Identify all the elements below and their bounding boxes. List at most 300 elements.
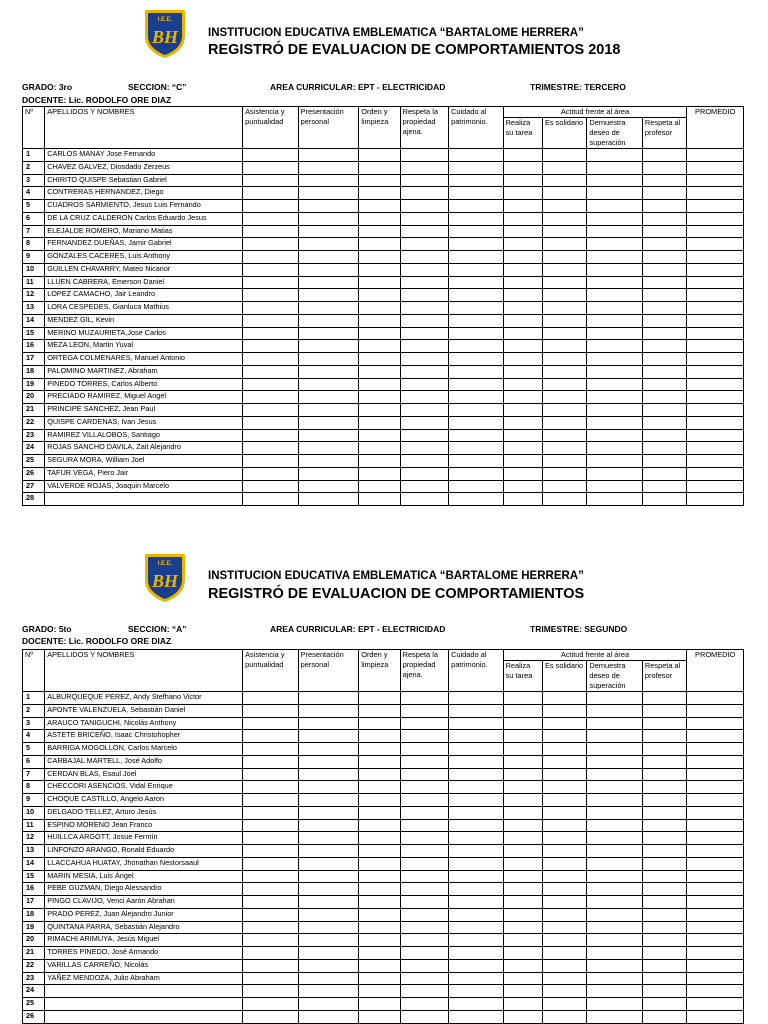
grade-cell[interactable] bbox=[243, 365, 299, 378]
grade-cell[interactable] bbox=[298, 225, 359, 238]
grade-cell[interactable] bbox=[298, 480, 359, 493]
grade-cell[interactable] bbox=[359, 857, 400, 870]
grade-cell[interactable] bbox=[243, 493, 299, 506]
grade-cell[interactable] bbox=[298, 391, 359, 404]
grade-cell[interactable] bbox=[243, 998, 299, 1011]
grade-cell[interactable] bbox=[449, 289, 504, 302]
grade-cell[interactable] bbox=[503, 314, 542, 327]
grade-cell[interactable] bbox=[642, 998, 686, 1011]
grade-cell[interactable] bbox=[243, 276, 299, 289]
grade-cell[interactable] bbox=[298, 200, 359, 213]
grade-cell[interactable] bbox=[503, 353, 542, 366]
grade-cell[interactable] bbox=[359, 781, 400, 794]
grade-cell[interactable] bbox=[503, 819, 542, 832]
grade-cell[interactable] bbox=[359, 276, 400, 289]
grade-cell[interactable] bbox=[359, 959, 400, 972]
grade-cell[interactable] bbox=[243, 327, 299, 340]
grade-cell[interactable] bbox=[642, 755, 686, 768]
grade-cell[interactable] bbox=[243, 225, 299, 238]
grade-cell[interactable] bbox=[400, 340, 448, 353]
grade-cell[interactable] bbox=[687, 404, 744, 417]
grade-cell[interactable] bbox=[587, 934, 643, 947]
grade-cell[interactable] bbox=[687, 883, 744, 896]
grade-cell[interactable] bbox=[587, 340, 643, 353]
grade-cell[interactable] bbox=[687, 149, 744, 162]
grade-cell[interactable] bbox=[587, 391, 643, 404]
grade-cell[interactable] bbox=[503, 289, 542, 302]
grade-cell[interactable] bbox=[587, 238, 643, 251]
grade-cell[interactable] bbox=[687, 238, 744, 251]
grade-cell[interactable] bbox=[400, 717, 448, 730]
grade-cell[interactable] bbox=[503, 857, 542, 870]
grade-cell[interactable] bbox=[642, 302, 686, 315]
grade-cell[interactable] bbox=[587, 429, 643, 442]
grade-cell[interactable] bbox=[400, 378, 448, 391]
grade-cell[interactable] bbox=[243, 857, 299, 870]
grade-cell[interactable] bbox=[400, 327, 448, 340]
grade-cell[interactable] bbox=[687, 455, 744, 468]
grade-cell[interactable] bbox=[449, 365, 504, 378]
grade-cell[interactable] bbox=[687, 998, 744, 1011]
grade-cell[interactable] bbox=[400, 416, 448, 429]
grade-cell[interactable] bbox=[298, 794, 359, 807]
grade-cell[interactable] bbox=[687, 947, 744, 960]
grade-cell[interactable] bbox=[359, 908, 400, 921]
grade-cell[interactable] bbox=[243, 743, 299, 756]
grade-cell[interactable] bbox=[687, 730, 744, 743]
grade-cell[interactable] bbox=[503, 200, 542, 213]
grade-cell[interactable] bbox=[359, 238, 400, 251]
grade-cell[interactable] bbox=[587, 832, 643, 845]
grade-cell[interactable] bbox=[449, 755, 504, 768]
grade-cell[interactable] bbox=[359, 743, 400, 756]
grade-cell[interactable] bbox=[359, 794, 400, 807]
grade-cell[interactable] bbox=[687, 353, 744, 366]
grade-cell[interactable] bbox=[400, 934, 448, 947]
grade-cell[interactable] bbox=[449, 276, 504, 289]
grade-cell[interactable] bbox=[359, 251, 400, 264]
grade-cell[interactable] bbox=[542, 934, 586, 947]
grade-cell[interactable] bbox=[243, 921, 299, 934]
grade-cell[interactable] bbox=[400, 302, 448, 315]
grade-cell[interactable] bbox=[687, 755, 744, 768]
grade-cell[interactable] bbox=[243, 947, 299, 960]
grade-cell[interactable] bbox=[359, 353, 400, 366]
grade-cell[interactable] bbox=[587, 378, 643, 391]
grade-cell[interactable] bbox=[542, 883, 586, 896]
grade-cell[interactable] bbox=[687, 251, 744, 264]
grade-cell[interactable] bbox=[359, 467, 400, 480]
grade-cell[interactable] bbox=[503, 972, 542, 985]
grade-cell[interactable] bbox=[642, 416, 686, 429]
grade-cell[interactable] bbox=[587, 717, 643, 730]
grade-cell[interactable] bbox=[400, 365, 448, 378]
grade-cell[interactable] bbox=[642, 781, 686, 794]
grade-cell[interactable] bbox=[243, 455, 299, 468]
grade-cell[interactable] bbox=[449, 378, 504, 391]
grade-cell[interactable] bbox=[587, 442, 643, 455]
grade-cell[interactable] bbox=[449, 857, 504, 870]
grade-cell[interactable] bbox=[359, 1010, 400, 1023]
grade-cell[interactable] bbox=[243, 467, 299, 480]
grade-cell[interactable] bbox=[449, 921, 504, 934]
grade-cell[interactable] bbox=[503, 340, 542, 353]
grade-cell[interactable] bbox=[359, 263, 400, 276]
grade-cell[interactable] bbox=[542, 704, 586, 717]
grade-cell[interactable] bbox=[542, 819, 586, 832]
grade-cell[interactable] bbox=[587, 263, 643, 276]
grade-cell[interactable] bbox=[687, 896, 744, 909]
grade-cell[interactable] bbox=[642, 934, 686, 947]
grade-cell[interactable] bbox=[542, 845, 586, 858]
grade-cell[interactable] bbox=[542, 442, 586, 455]
grade-cell[interactable] bbox=[642, 391, 686, 404]
grade-cell[interactable] bbox=[359, 340, 400, 353]
grade-cell[interactable] bbox=[298, 1010, 359, 1023]
grade-cell[interactable] bbox=[400, 251, 448, 264]
grade-cell[interactable] bbox=[400, 455, 448, 468]
grade-cell[interactable] bbox=[542, 187, 586, 200]
grade-cell[interactable] bbox=[687, 959, 744, 972]
grade-cell[interactable] bbox=[587, 467, 643, 480]
grade-cell[interactable] bbox=[400, 845, 448, 858]
grade-cell[interactable] bbox=[359, 161, 400, 174]
grade-cell[interactable] bbox=[542, 467, 586, 480]
grade-cell[interactable] bbox=[400, 493, 448, 506]
grade-cell[interactable] bbox=[243, 404, 299, 417]
grade-cell[interactable] bbox=[503, 883, 542, 896]
grade-cell[interactable] bbox=[243, 251, 299, 264]
grade-cell[interactable] bbox=[359, 768, 400, 781]
grade-cell[interactable] bbox=[503, 378, 542, 391]
grade-cell[interactable] bbox=[642, 870, 686, 883]
grade-cell[interactable] bbox=[243, 717, 299, 730]
grade-cell[interactable] bbox=[642, 225, 686, 238]
grade-cell[interactable] bbox=[449, 467, 504, 480]
grade-cell[interactable] bbox=[542, 327, 586, 340]
grade-cell[interactable] bbox=[587, 200, 643, 213]
grade-cell[interactable] bbox=[587, 276, 643, 289]
grade-cell[interactable] bbox=[503, 870, 542, 883]
grade-cell[interactable] bbox=[587, 289, 643, 302]
grade-cell[interactable] bbox=[542, 276, 586, 289]
grade-cell[interactable] bbox=[359, 455, 400, 468]
grade-cell[interactable] bbox=[359, 302, 400, 315]
grade-cell[interactable] bbox=[503, 161, 542, 174]
grade-cell[interactable] bbox=[687, 806, 744, 819]
grade-cell[interactable] bbox=[642, 314, 686, 327]
grade-cell[interactable] bbox=[687, 781, 744, 794]
grade-cell[interactable] bbox=[503, 149, 542, 162]
grade-cell[interactable] bbox=[243, 959, 299, 972]
grade-cell[interactable] bbox=[642, 251, 686, 264]
grade-cell[interactable] bbox=[503, 806, 542, 819]
grade-cell[interactable] bbox=[642, 959, 686, 972]
grade-cell[interactable] bbox=[687, 921, 744, 934]
grade-cell[interactable] bbox=[642, 289, 686, 302]
grade-cell[interactable] bbox=[542, 947, 586, 960]
grade-cell[interactable] bbox=[542, 896, 586, 909]
grade-cell[interactable] bbox=[542, 832, 586, 845]
grade-cell[interactable] bbox=[298, 174, 359, 187]
grade-cell[interactable] bbox=[687, 212, 744, 225]
grade-cell[interactable] bbox=[359, 212, 400, 225]
grade-cell[interactable] bbox=[542, 985, 586, 998]
grade-cell[interactable] bbox=[400, 200, 448, 213]
grade-cell[interactable] bbox=[243, 985, 299, 998]
grade-cell[interactable] bbox=[298, 908, 359, 921]
grade-cell[interactable] bbox=[542, 263, 586, 276]
grade-cell[interactable] bbox=[243, 429, 299, 442]
grade-cell[interactable] bbox=[298, 340, 359, 353]
grade-cell[interactable] bbox=[449, 883, 504, 896]
grade-cell[interactable] bbox=[687, 743, 744, 756]
grade-cell[interactable] bbox=[359, 365, 400, 378]
grade-cell[interactable] bbox=[449, 1010, 504, 1023]
grade-cell[interactable] bbox=[298, 251, 359, 264]
grade-cell[interactable] bbox=[400, 781, 448, 794]
grade-cell[interactable] bbox=[359, 480, 400, 493]
grade-cell[interactable] bbox=[449, 768, 504, 781]
grade-cell[interactable] bbox=[642, 692, 686, 705]
grade-cell[interactable] bbox=[503, 251, 542, 264]
grade-cell[interactable] bbox=[400, 832, 448, 845]
grade-cell[interactable] bbox=[400, 908, 448, 921]
grade-cell[interactable] bbox=[243, 908, 299, 921]
grade-cell[interactable] bbox=[542, 972, 586, 985]
grade-cell[interactable] bbox=[359, 429, 400, 442]
grade-cell[interactable] bbox=[298, 442, 359, 455]
grade-cell[interactable] bbox=[542, 1010, 586, 1023]
grade-cell[interactable] bbox=[400, 806, 448, 819]
grade-cell[interactable] bbox=[687, 302, 744, 315]
grade-cell[interactable] bbox=[359, 704, 400, 717]
grade-cell[interactable] bbox=[449, 692, 504, 705]
grade-cell[interactable] bbox=[587, 896, 643, 909]
grade-cell[interactable] bbox=[542, 340, 586, 353]
grade-cell[interactable] bbox=[449, 743, 504, 756]
grade-cell[interactable] bbox=[542, 365, 586, 378]
grade-cell[interactable] bbox=[449, 896, 504, 909]
grade-cell[interactable] bbox=[687, 200, 744, 213]
grade-cell[interactable] bbox=[503, 302, 542, 315]
grade-cell[interactable] bbox=[542, 998, 586, 1011]
grade-cell[interactable] bbox=[687, 845, 744, 858]
grade-cell[interactable] bbox=[642, 493, 686, 506]
grade-cell[interactable] bbox=[449, 730, 504, 743]
grade-cell[interactable] bbox=[298, 781, 359, 794]
grade-cell[interactable] bbox=[687, 467, 744, 480]
grade-cell[interactable] bbox=[687, 934, 744, 947]
grade-cell[interactable] bbox=[359, 972, 400, 985]
grade-cell[interactable] bbox=[587, 187, 643, 200]
grade-cell[interactable] bbox=[587, 730, 643, 743]
grade-cell[interactable] bbox=[587, 755, 643, 768]
grade-cell[interactable] bbox=[359, 493, 400, 506]
grade-cell[interactable] bbox=[542, 455, 586, 468]
grade-cell[interactable] bbox=[449, 149, 504, 162]
grade-cell[interactable] bbox=[687, 442, 744, 455]
grade-cell[interactable] bbox=[400, 212, 448, 225]
grade-cell[interactable] bbox=[449, 212, 504, 225]
grade-cell[interactable] bbox=[449, 429, 504, 442]
grade-cell[interactable] bbox=[687, 314, 744, 327]
grade-cell[interactable] bbox=[503, 832, 542, 845]
grade-cell[interactable] bbox=[449, 416, 504, 429]
grade-cell[interactable] bbox=[243, 781, 299, 794]
grade-cell[interactable] bbox=[503, 692, 542, 705]
grade-cell[interactable] bbox=[642, 238, 686, 251]
grade-cell[interactable] bbox=[542, 908, 586, 921]
grade-cell[interactable] bbox=[503, 1010, 542, 1023]
grade-cell[interactable] bbox=[298, 704, 359, 717]
grade-cell[interactable] bbox=[243, 442, 299, 455]
grade-cell[interactable] bbox=[243, 1010, 299, 1023]
grade-cell[interactable] bbox=[642, 263, 686, 276]
grade-cell[interactable] bbox=[687, 819, 744, 832]
grade-cell[interactable] bbox=[642, 768, 686, 781]
grade-cell[interactable] bbox=[687, 493, 744, 506]
grade-cell[interactable] bbox=[542, 857, 586, 870]
grade-cell[interactable] bbox=[587, 908, 643, 921]
grade-cell[interactable] bbox=[400, 985, 448, 998]
grade-cell[interactable] bbox=[642, 832, 686, 845]
grade-cell[interactable] bbox=[642, 794, 686, 807]
grade-cell[interactable] bbox=[503, 263, 542, 276]
grade-cell[interactable] bbox=[400, 225, 448, 238]
grade-cell[interactable] bbox=[687, 416, 744, 429]
grade-cell[interactable] bbox=[587, 947, 643, 960]
grade-cell[interactable] bbox=[642, 442, 686, 455]
grade-cell[interactable] bbox=[687, 429, 744, 442]
grade-cell[interactable] bbox=[587, 972, 643, 985]
grade-cell[interactable] bbox=[243, 845, 299, 858]
grade-cell[interactable] bbox=[449, 455, 504, 468]
grade-cell[interactable] bbox=[542, 161, 586, 174]
grade-cell[interactable] bbox=[359, 883, 400, 896]
grade-cell[interactable] bbox=[642, 845, 686, 858]
grade-cell[interactable] bbox=[298, 934, 359, 947]
grade-cell[interactable] bbox=[642, 353, 686, 366]
grade-cell[interactable] bbox=[400, 730, 448, 743]
grade-cell[interactable] bbox=[687, 289, 744, 302]
grade-cell[interactable] bbox=[449, 314, 504, 327]
grade-cell[interactable] bbox=[449, 998, 504, 1011]
grade-cell[interactable] bbox=[400, 404, 448, 417]
grade-cell[interactable] bbox=[642, 857, 686, 870]
grade-cell[interactable] bbox=[243, 832, 299, 845]
grade-cell[interactable] bbox=[642, 806, 686, 819]
grade-cell[interactable] bbox=[298, 467, 359, 480]
grade-cell[interactable] bbox=[587, 302, 643, 315]
grade-cell[interactable] bbox=[400, 896, 448, 909]
grade-cell[interactable] bbox=[400, 467, 448, 480]
grade-cell[interactable] bbox=[400, 704, 448, 717]
grade-cell[interactable] bbox=[243, 819, 299, 832]
grade-cell[interactable] bbox=[587, 225, 643, 238]
grade-cell[interactable] bbox=[642, 985, 686, 998]
grade-cell[interactable] bbox=[359, 378, 400, 391]
grade-cell[interactable] bbox=[400, 442, 448, 455]
grade-cell[interactable] bbox=[542, 959, 586, 972]
grade-cell[interactable] bbox=[400, 998, 448, 1011]
grade-cell[interactable] bbox=[687, 794, 744, 807]
grade-cell[interactable] bbox=[243, 934, 299, 947]
grade-cell[interactable] bbox=[503, 755, 542, 768]
grade-cell[interactable] bbox=[542, 378, 586, 391]
grade-cell[interactable] bbox=[503, 238, 542, 251]
grade-cell[interactable] bbox=[359, 416, 400, 429]
grade-cell[interactable] bbox=[243, 480, 299, 493]
grade-cell[interactable] bbox=[449, 972, 504, 985]
grade-cell[interactable] bbox=[503, 429, 542, 442]
grade-cell[interactable] bbox=[359, 692, 400, 705]
grade-cell[interactable] bbox=[359, 870, 400, 883]
grade-cell[interactable] bbox=[400, 391, 448, 404]
grade-cell[interactable] bbox=[400, 959, 448, 972]
grade-cell[interactable] bbox=[503, 365, 542, 378]
grade-cell[interactable] bbox=[503, 480, 542, 493]
grade-cell[interactable] bbox=[359, 187, 400, 200]
grade-cell[interactable] bbox=[449, 302, 504, 315]
grade-cell[interactable] bbox=[400, 174, 448, 187]
grade-cell[interactable] bbox=[243, 416, 299, 429]
grade-cell[interactable] bbox=[400, 743, 448, 756]
grade-cell[interactable] bbox=[503, 416, 542, 429]
grade-cell[interactable] bbox=[243, 391, 299, 404]
grade-cell[interactable] bbox=[400, 870, 448, 883]
grade-cell[interactable] bbox=[642, 161, 686, 174]
grade-cell[interactable] bbox=[298, 730, 359, 743]
grade-cell[interactable] bbox=[542, 794, 586, 807]
grade-cell[interactable] bbox=[449, 238, 504, 251]
grade-cell[interactable] bbox=[542, 225, 586, 238]
grade-cell[interactable] bbox=[587, 692, 643, 705]
grade-cell[interactable] bbox=[687, 768, 744, 781]
grade-cell[interactable] bbox=[642, 174, 686, 187]
grade-cell[interactable] bbox=[359, 985, 400, 998]
grade-cell[interactable] bbox=[587, 985, 643, 998]
grade-cell[interactable] bbox=[587, 149, 643, 162]
grade-cell[interactable] bbox=[298, 187, 359, 200]
grade-cell[interactable] bbox=[503, 998, 542, 1011]
grade-cell[interactable] bbox=[449, 225, 504, 238]
grade-cell[interactable] bbox=[542, 251, 586, 264]
grade-cell[interactable] bbox=[298, 896, 359, 909]
grade-cell[interactable] bbox=[542, 806, 586, 819]
grade-cell[interactable] bbox=[503, 455, 542, 468]
grade-cell[interactable] bbox=[687, 704, 744, 717]
grade-cell[interactable] bbox=[449, 832, 504, 845]
grade-cell[interactable] bbox=[359, 755, 400, 768]
grade-cell[interactable] bbox=[587, 781, 643, 794]
grade-cell[interactable] bbox=[642, 947, 686, 960]
grade-cell[interactable] bbox=[243, 870, 299, 883]
grade-cell[interactable] bbox=[587, 768, 643, 781]
grade-cell[interactable] bbox=[503, 442, 542, 455]
grade-cell[interactable] bbox=[542, 870, 586, 883]
grade-cell[interactable] bbox=[359, 730, 400, 743]
grade-cell[interactable] bbox=[503, 404, 542, 417]
grade-cell[interactable] bbox=[449, 794, 504, 807]
grade-cell[interactable] bbox=[687, 692, 744, 705]
grade-cell[interactable] bbox=[449, 934, 504, 947]
grade-cell[interactable] bbox=[642, 717, 686, 730]
grade-cell[interactable] bbox=[587, 455, 643, 468]
grade-cell[interactable] bbox=[359, 845, 400, 858]
grade-cell[interactable] bbox=[400, 276, 448, 289]
grade-cell[interactable] bbox=[587, 806, 643, 819]
